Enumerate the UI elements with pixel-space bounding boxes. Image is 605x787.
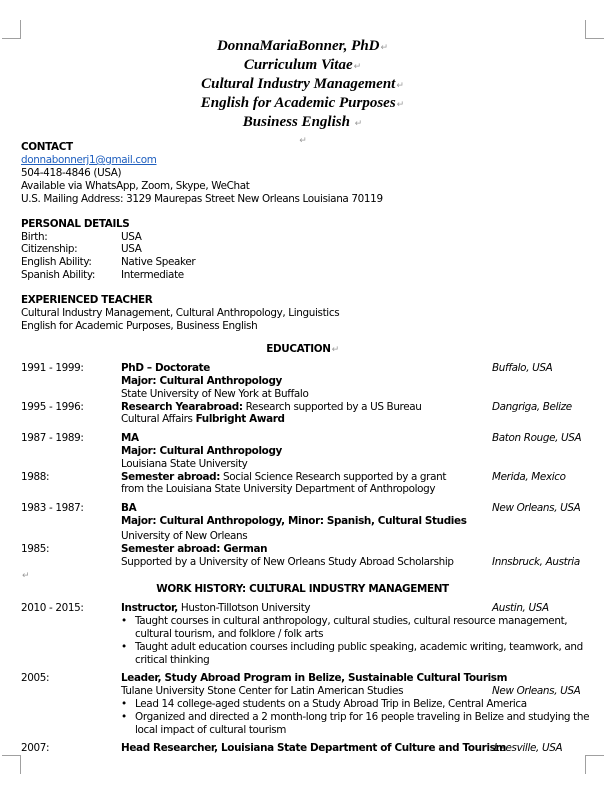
- detail-value: Native Speaker: [121, 256, 196, 268]
- availability-text: Available via WhatsApp, Zoom, Skype, WeChat: [21, 180, 250, 192]
- paragraph-mark-icon: ↵: [331, 345, 339, 355]
- page-corner-mark: [585, 755, 604, 774]
- education-detail: Supported by a University of New Orleans Study Abroad Scholarship: [121, 556, 454, 568]
- paragraph-mark-icon: ↵: [396, 100, 405, 110]
- detail-value: USA: [121, 243, 142, 255]
- education-location: New Orleans, USA: [492, 502, 581, 514]
- work-date: 2005:: [21, 672, 50, 684]
- work-location: Austin, USA: [492, 602, 549, 614]
- work-location: Leesville, USA: [494, 742, 563, 754]
- detail-label: English Ability:: [21, 256, 92, 268]
- education-degree: PhD – Doctorate: [121, 362, 210, 374]
- page-corner-mark: [2, 20, 21, 39]
- work-date: 2010 - 2015:: [21, 602, 84, 614]
- education-detail: from the Louisiana State University Department of Anthropology: [121, 483, 436, 495]
- education-date: 1991 - 1999:: [21, 362, 84, 374]
- education-major: Major: Cultural Anthropology: [121, 375, 282, 387]
- education-location: Buffalo, USA: [492, 362, 553, 374]
- education-date: 1988:: [21, 471, 50, 483]
- education-detail: Cultural Affairs Fulbright Award: [121, 413, 285, 425]
- work-location: New Orleans, USA: [492, 685, 581, 697]
- bullet-icon: •: [121, 615, 127, 627]
- subtitle-2: English for Academic Purposes: [200, 95, 396, 111]
- paragraph-mark-icon: ↵: [396, 81, 404, 91]
- teaching-subjects: Cultural Industry Management, Cultural Anthropology, Linguistics: [21, 307, 340, 319]
- education-title: Research Yearabroad: Research supported by a US Bureau: [121, 401, 422, 413]
- education-major: Major: Cultural Anthropology: [121, 445, 282, 457]
- education-major: Major: Cultural Anthropology, Minor: Spanish, Cultural Studies: [121, 515, 467, 527]
- phone-number: 504-418-4846 (USA): [21, 167, 122, 179]
- detail-value: USA: [121, 231, 142, 243]
- education-location: Dangriga, Belize: [492, 401, 572, 413]
- education-date: 1995 - 1996:: [21, 401, 84, 413]
- paragraph-mark-icon: ↵: [299, 136, 307, 146]
- work-organization: Tulane University Stone Center for Latin American Studies: [121, 685, 404, 697]
- detail-label: Birth:: [21, 231, 48, 243]
- detail-label: Citizenship:: [21, 243, 78, 255]
- education-title: Semester abroad: German: [121, 543, 268, 555]
- education-date: 1985:: [21, 543, 50, 555]
- education-degree: MA: [121, 432, 139, 444]
- work-history-heading: WORK HISTORY: CULTURAL INDUSTRY MANAGEMENT: [156, 583, 449, 595]
- detail-label: Spanish Ability:: [21, 269, 96, 281]
- education-date: 1987 - 1989:: [21, 432, 84, 444]
- bullet-icon: •: [121, 711, 127, 723]
- personal-details-heading: PERSONAL DETAILS: [21, 218, 130, 230]
- teaching-subjects: English for Academic Purposes, Business English: [21, 320, 258, 332]
- education-location: Baton Rouge, USA: [492, 432, 582, 444]
- email-link[interactable]: donnabonnerj1@gmail.com: [21, 154, 157, 166]
- bullet-icon: •: [121, 641, 127, 653]
- work-title: Head Researcher, Louisiana State Department of Culture and Tourism: [121, 742, 506, 754]
- education-title: Semester abroad: Social Science Research supported by a grant: [121, 471, 447, 483]
- education-location: Merida, Mexico: [492, 471, 566, 483]
- page-corner-mark: [2, 755, 21, 774]
- detail-value: Intermediate: [121, 269, 184, 281]
- paragraph-mark-icon: ↵: [22, 571, 30, 581]
- education-heading: EDUCATION↵: [266, 343, 339, 355]
- subtitle-3: Business English: [242, 114, 350, 130]
- subtitle-1: Cultural Industry Management: [201, 76, 396, 92]
- mailing-address: U.S. Mailing Address: 3129 Maurepas Street New Orleans Louisiana 70119: [21, 193, 383, 205]
- experienced-teacher-heading: EXPERIENCED TEACHER: [21, 294, 153, 306]
- education-school: State University of New York at Buffalo: [121, 388, 309, 400]
- paragraph-mark-icon: ↵: [380, 43, 389, 53]
- education-school: Louisiana State University: [121, 458, 248, 470]
- cv-title: Curriculum Vitae: [243, 57, 353, 73]
- author-name: DonnaMariaBonner, PhD: [216, 38, 380, 54]
- paragraph-mark-icon: ↵: [353, 62, 362, 72]
- paragraph-mark-icon: ↵: [354, 119, 363, 129]
- bullet-icon: •: [121, 698, 127, 710]
- education-location: Innsbruck, Austria: [492, 556, 580, 568]
- education-date: 1983 - 1987:: [21, 502, 84, 514]
- work-title: Instructor, Huston-Tillotson University: [121, 602, 311, 614]
- education-degree: BA: [121, 502, 137, 514]
- page-corner-mark: [585, 20, 604, 39]
- education-school: University of New Orleans: [121, 530, 248, 542]
- work-title: Leader, Study Abroad Program in Belize, Sustainable Cultural Tourism: [121, 672, 508, 684]
- work-date: 2007:: [21, 742, 50, 754]
- document-header: [0, 38, 605, 148]
- contact-heading: CONTACT: [21, 141, 73, 153]
